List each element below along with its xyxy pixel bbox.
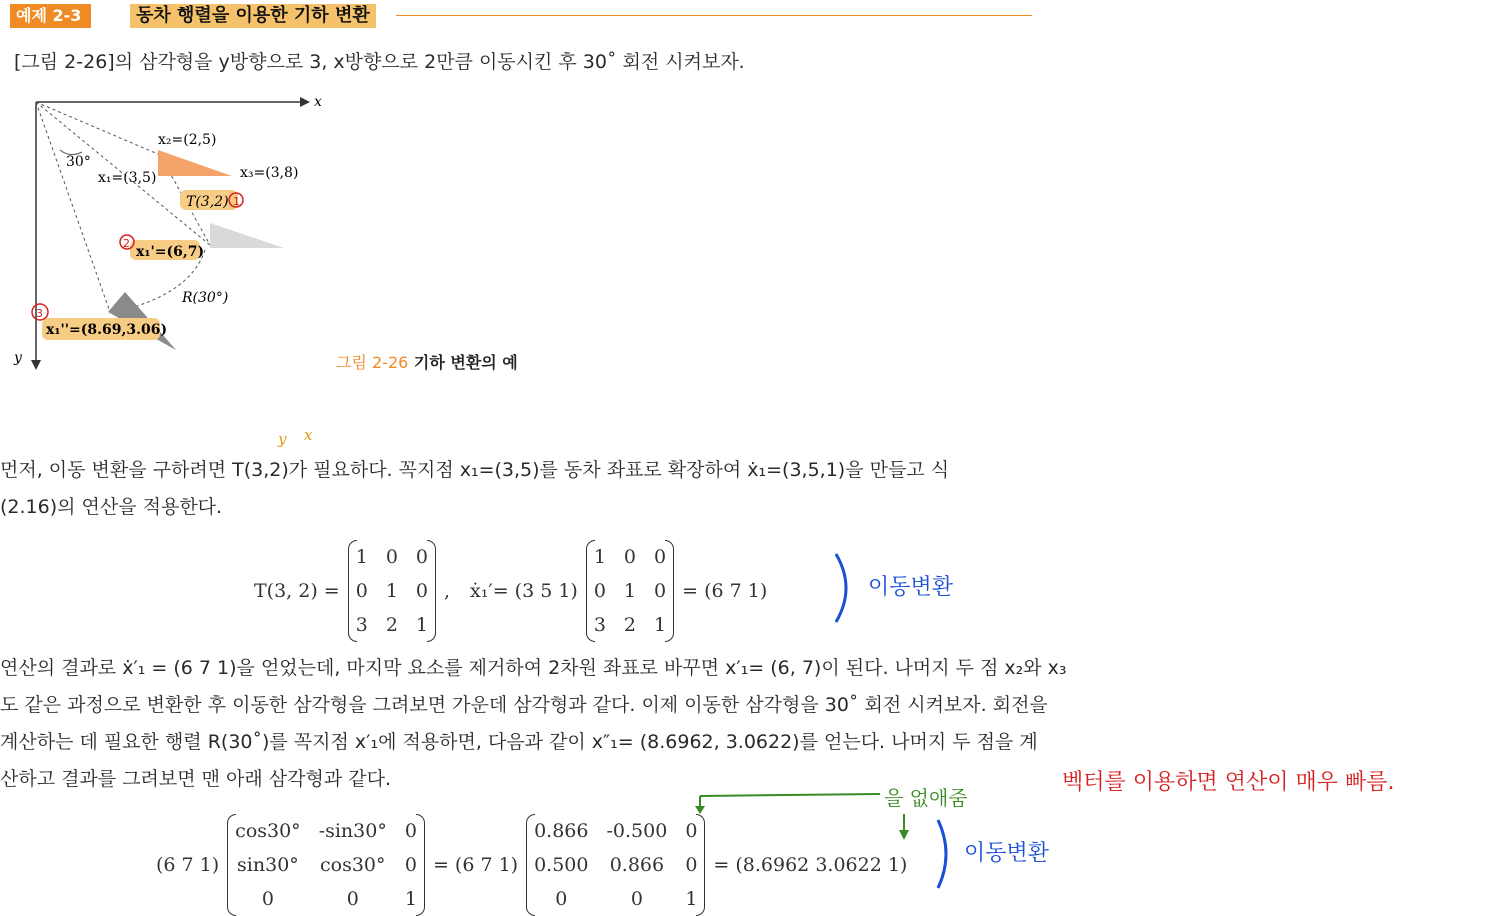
eq2-result: = (8.6962 3.0622 1): [713, 854, 908, 876]
header-rule: [396, 15, 1032, 16]
mark-3: 3: [36, 307, 43, 320]
para2-line2: 도 같은 과정으로 변환한 후 이동한 삼각형을 그려보면 가운데 삼각형과 같다. 이제 이동한 삼각형을 30˚ 회전 시켜보자. 회전을: [0, 694, 1048, 716]
hand-y: y: [278, 430, 287, 448]
figure-caption: [336, 350, 518, 373]
hand-note-translate: 이동변환: [868, 575, 954, 600]
x1-label: x₁=(3,5): [98, 170, 157, 186]
mark-2: 2: [123, 237, 130, 250]
para1-line1: 먼저, 이동 변환을 구하려면 T(3,2)가 필요하다. 꼭지점 x₁=(3,5)를 동차 좌표로 확장하여 ẋ₁=(3,5,1)을 만들고 식: [0, 459, 950, 481]
matrix-T: 1 0 0 0 1 0 3 2 1: [348, 540, 436, 642]
hand-brace-1: [826, 548, 866, 628]
hand-brace-2: [930, 814, 960, 894]
x1p-label: x₁'=(6,7): [136, 244, 205, 260]
matrix-R-numeric: 0.866 -0.500 0 0.500 0.866 0 0 0 1: [526, 814, 705, 916]
axis-y-label: y: [14, 350, 22, 366]
hand-note-red: 벡터를 이용하면 연산이 매우 빠름.: [1062, 770, 1395, 795]
para1-line2: (2.16)의 연산을 적용한다.: [0, 496, 223, 518]
eq1-xdot: ẋ₁′= (3 5 1): [470, 580, 578, 602]
caption-text: 기하 변환의 예: [413, 353, 518, 372]
angle-label: 30°: [66, 154, 91, 170]
matrix-R: cos30° -sin30° 0 sin30° cos30° 0 0 0 1: [227, 814, 425, 916]
intro-text: [그림 2-26]의 삼각형을 y방향으로 3, x방향으로 2만큼 이동시킨 후 30˚ 회전 시켜보자.: [14, 51, 745, 73]
para2-line4: 산하고 결과를 그려보면 맨 아래 삼각형과 같다.: [0, 768, 392, 790]
y-axis-arrow: [31, 360, 41, 370]
hand-note-green: 을 없애줌: [884, 786, 968, 810]
eq1-lhs: T(3, 2) =: [254, 580, 340, 602]
t-label: T(3,2): [186, 194, 229, 210]
x2-label: x₂=(2,5): [158, 132, 217, 148]
matrix-T-2: 1 0 0 0 1 0 3 2 1: [586, 540, 674, 642]
eq1-sep: ,: [444, 580, 451, 602]
equation-rotate: [156, 814, 907, 916]
eq1-result: = (6 7 1): [682, 580, 768, 602]
eq2-lhs: (6 7 1): [156, 854, 220, 876]
example-title: 동차 행렬을 이용한 기하 변환: [130, 4, 376, 28]
mark-1: 1: [233, 195, 240, 208]
axis-x-label: x: [314, 94, 322, 110]
original-triangle: [158, 150, 232, 176]
x1pp-label: x₁''=(8.69,3.06): [46, 322, 168, 338]
caption-number: 그림 2-26: [336, 353, 409, 372]
hand-x: x: [304, 426, 313, 444]
x3-label: x₃=(3,8): [240, 165, 299, 181]
x-axis-arrow: [300, 97, 310, 107]
para2-line1: 연산의 결과로 ẋ′₁ = (6 7 1)을 얻었는데, 마지막 요소를 제거하여 2차원 좌표로 바꾸면 x′₁= (6, 7)이 된다. 나머지 두 점 x₂와 x₃: [0, 657, 1067, 679]
example-badge: 예제 2-3: [10, 4, 91, 28]
translated-triangle: [210, 223, 284, 248]
eq2-mid: = (6 7 1): [432, 854, 519, 876]
r-label: R(30°): [182, 290, 229, 306]
equation-translate: [254, 540, 767, 642]
para2-line3: 계산하는 데 필요한 행렬 R(30˚)를 꼭지점 x′₁에 적용하면, 다음과 같이 x″₁= (8.6962, 3.0622)를 얻는다. 나머지 두 점을 계: [0, 731, 1038, 753]
hand-note-rotate: 이동변환: [964, 841, 1050, 866]
geometry-figure: [0, 80, 340, 380]
